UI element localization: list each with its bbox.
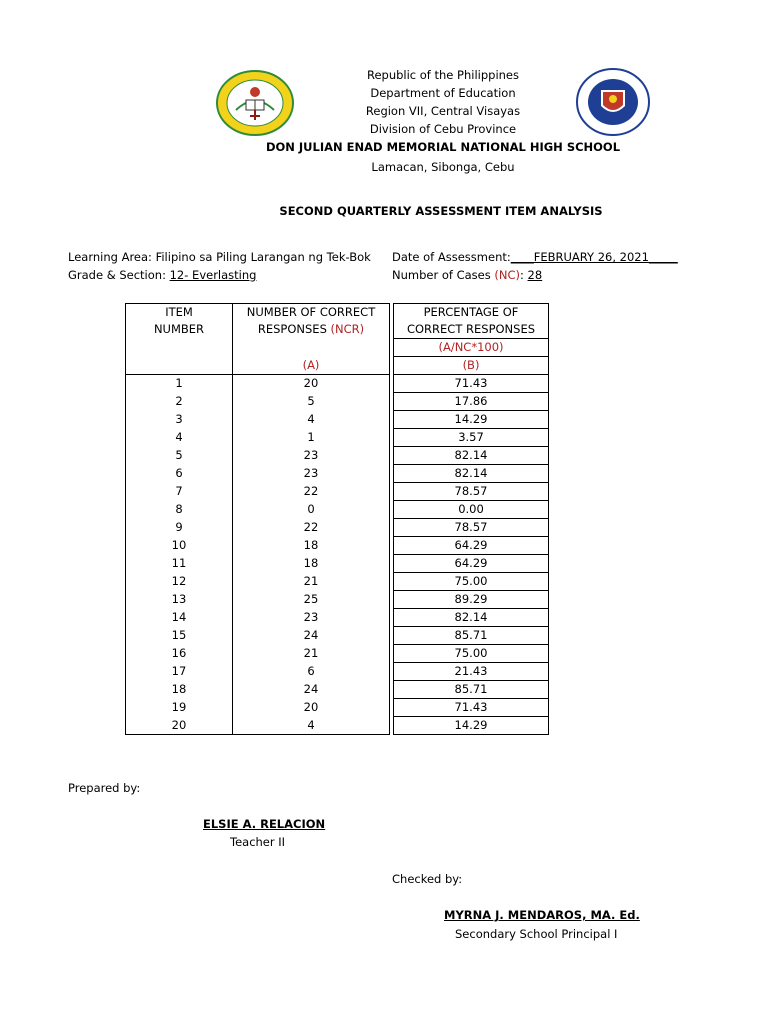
item-number-cell: 4 — [126, 429, 233, 447]
header-republic: Republic of the Philippines — [366, 68, 520, 82]
col2-header-line1: NUMBER OF CORRECT — [233, 304, 390, 322]
col3-header-tag: (B) — [394, 357, 549, 375]
correct-responses-cell: 22 — [233, 483, 390, 501]
percentage-cell: 85.71 — [394, 627, 549, 645]
percentage-cell: 75.00 — [394, 645, 549, 663]
preparer-name: ELSIE A. RELACION — [203, 817, 326, 831]
item-analysis-table — [125, 303, 549, 735]
item-number-cell: 5 — [126, 447, 233, 465]
grade-label: Grade & Section: — [68, 268, 170, 282]
table-row — [126, 429, 549, 447]
percentage-cell: 71.43 — [394, 375, 549, 393]
table-row — [126, 591, 549, 609]
table-row — [126, 555, 549, 573]
correct-responses-cell: 23 — [233, 609, 390, 627]
table-row — [126, 627, 549, 645]
table-header-row-3 — [126, 339, 549, 357]
percentage-cell: 14.29 — [394, 717, 549, 735]
correct-responses-cell: 5 — [233, 393, 390, 411]
correct-responses-cell: 18 — [233, 537, 390, 555]
table-row — [126, 411, 549, 429]
correct-responses-cell: 23 — [233, 447, 390, 465]
table-row — [126, 537, 549, 555]
date-value: ____FEBRUARY 26, 2021_____ — [510, 250, 678, 264]
item-number-cell: 12 — [126, 573, 233, 591]
table-row — [126, 501, 549, 519]
col3-header-line2: CORRECT RESPONSES — [394, 321, 549, 339]
col2-header-tag: (A) — [233, 357, 390, 375]
table-header-row-4 — [126, 357, 549, 375]
cases-label: Number of Cases — [392, 268, 495, 282]
correct-responses-cell: 20 — [233, 375, 390, 393]
percentage-cell: 85.71 — [394, 681, 549, 699]
header-region: Region VII, Central Visayas — [365, 104, 521, 118]
col1-header-line2: NUMBER — [126, 321, 233, 339]
correct-responses-cell: 20 — [233, 699, 390, 717]
item-number-cell: 13 — [126, 591, 233, 609]
percentage-cell: 78.57 — [394, 483, 549, 501]
item-number-cell: 20 — [126, 717, 233, 735]
date-label: Date of Assessment: — [392, 250, 511, 264]
col3-header-formula: (A/NC*100) — [394, 339, 549, 357]
item-number-cell: 18 — [126, 681, 233, 699]
correct-responses-cell: 21 — [233, 573, 390, 591]
percentage-cell: 82.14 — [394, 465, 549, 483]
table-row — [126, 573, 549, 591]
percentage-cell: 0.00 — [394, 501, 549, 519]
date-of-assessment — [392, 250, 678, 264]
cases-abbr: (NC) — [494, 268, 520, 282]
correct-responses-cell: 25 — [233, 591, 390, 609]
checked-by-label: Checked by: — [392, 872, 463, 886]
header-division: Division of Cebu Province — [369, 122, 517, 136]
percentage-cell: 71.43 — [394, 699, 549, 717]
item-number-cell: 14 — [126, 609, 233, 627]
correct-responses-cell: 22 — [233, 519, 390, 537]
correct-responses-cell: 1 — [233, 429, 390, 447]
table-row — [126, 375, 549, 393]
percentage-cell: 17.86 — [394, 393, 549, 411]
col1-header-line1: ITEM — [126, 304, 233, 322]
table-row — [126, 447, 549, 465]
correct-responses-cell: 0 — [233, 501, 390, 519]
percentage-cell: 21.43 — [394, 663, 549, 681]
percentage-cell: 14.29 — [394, 411, 549, 429]
table-row — [126, 663, 549, 681]
item-number-cell: 9 — [126, 519, 233, 537]
item-number-cell: 19 — [126, 699, 233, 717]
school-address: Lamacan, Sibonga, Cebu — [371, 160, 515, 174]
percentage-cell: 89.29 — [394, 591, 549, 609]
correct-responses-cell: 23 — [233, 465, 390, 483]
col3-header-line1: PERCENTAGE OF — [394, 304, 549, 322]
checker-title: Secondary School Principal I — [455, 927, 618, 941]
table-row — [126, 699, 549, 717]
item-number-cell: 17 — [126, 663, 233, 681]
table-row — [126, 393, 549, 411]
table-row — [126, 465, 549, 483]
item-number-cell: 8 — [126, 501, 233, 519]
table-row — [126, 681, 549, 699]
document-title: SECOND QUARTERLY ASSESSMENT ITEM ANALYSIS — [279, 204, 603, 218]
grade-section — [68, 268, 256, 282]
grade-value: 12- Everlasting — [169, 268, 257, 282]
prepared-by-label: Prepared by: — [68, 781, 141, 795]
table-row — [126, 609, 549, 627]
percentage-cell: 64.29 — [394, 555, 549, 573]
table-row — [126, 483, 549, 501]
school-name: DON JULIAN ENAD MEMORIAL NATIONAL HIGH SCHOOL — [265, 140, 621, 154]
correct-responses-cell: 21 — [233, 645, 390, 663]
percentage-cell: 82.14 — [394, 609, 549, 627]
item-number-cell: 11 — [126, 555, 233, 573]
checker-name: MYRNA J. MENDAROS, MA. Ed. — [444, 908, 640, 922]
correct-responses-cell: 18 — [233, 555, 390, 573]
correct-responses-cell: 24 — [233, 627, 390, 645]
preparer-title: Teacher II — [230, 835, 286, 849]
learning-area: Learning Area: Filipino sa Piling Larangan ng Tek-Bok — [68, 250, 371, 264]
item-number-cell: 10 — [126, 537, 233, 555]
item-number-cell: 7 — [126, 483, 233, 501]
percentage-cell: 78.57 — [394, 519, 549, 537]
cases-value: 28 — [527, 268, 543, 282]
item-number-cell: 15 — [126, 627, 233, 645]
correct-responses-cell: 24 — [233, 681, 390, 699]
col2-header-text: RESPONSES — [257, 322, 331, 336]
item-number-cell: 2 — [126, 393, 233, 411]
number-of-cases — [392, 268, 542, 282]
col2-header-line2 — [233, 321, 390, 339]
item-number-cell: 6 — [126, 465, 233, 483]
item-number-cell: 3 — [126, 411, 233, 429]
table-row — [126, 519, 549, 537]
item-number-cell: 16 — [126, 645, 233, 663]
percentage-cell: 75.00 — [394, 573, 549, 591]
header-department: Department of Education — [370, 86, 516, 100]
percentage-cell: 82.14 — [394, 447, 549, 465]
correct-responses-cell: 4 — [233, 717, 390, 735]
table-row — [126, 645, 549, 663]
percentage-cell: 3.57 — [394, 429, 549, 447]
table-header-row-1 — [126, 304, 549, 322]
table-header-row-2 — [126, 321, 549, 339]
cases-colon: : — [520, 268, 528, 282]
correct-responses-cell: 6 — [233, 663, 390, 681]
item-number-cell: 1 — [126, 375, 233, 393]
percentage-cell: 64.29 — [394, 537, 549, 555]
col2-header-abbr: (NCR) — [330, 322, 365, 336]
table-row — [126, 717, 549, 735]
correct-responses-cell: 4 — [233, 411, 390, 429]
